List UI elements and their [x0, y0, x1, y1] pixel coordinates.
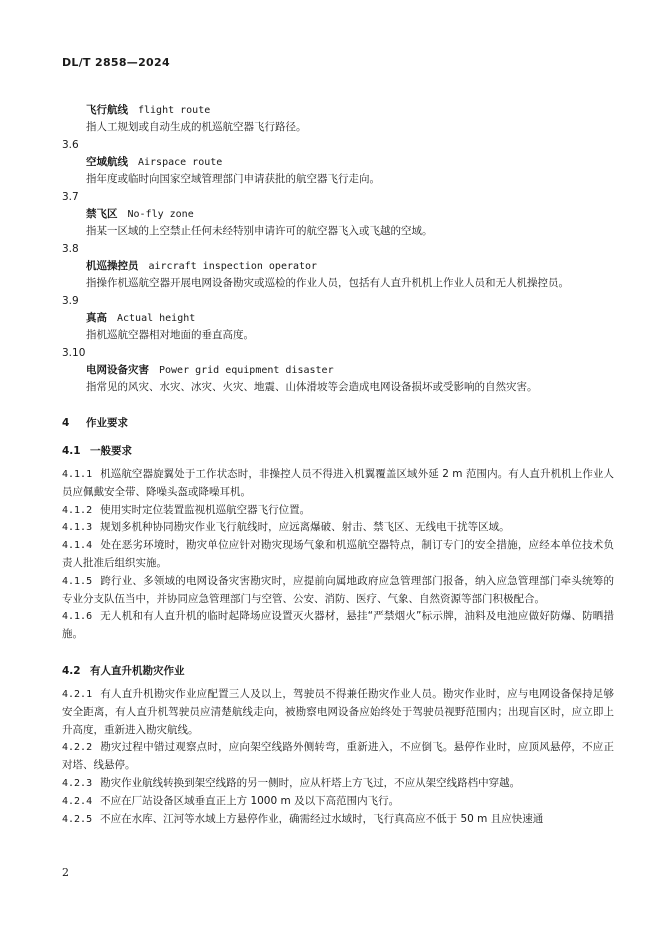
term-title-en: aircraft inspection operator — [148, 261, 318, 272]
clause — [62, 686, 614, 739]
section-title: 作业要求 — [86, 417, 128, 429]
term-title-en: flight route — [138, 105, 211, 116]
clause-number: 4.1.2 — [62, 504, 93, 516]
clause — [62, 739, 614, 775]
term-number: 3.9 — [62, 295, 79, 307]
clause — [62, 537, 614, 573]
term-entry — [62, 137, 614, 188]
term-title-zh: 飞行航线 — [86, 104, 128, 116]
term-definition: 指常见的风灾、水灾、冰灾、火灾、地震、山体滑坡等会造成电网设备损坏或受影响的自然灾害。 — [86, 381, 538, 393]
subsection-number: 4.1 — [62, 445, 81, 457]
term-title — [62, 310, 614, 327]
clause-number: 4.1.5 — [62, 575, 93, 587]
clause-number: 4.2.2 — [62, 742, 93, 754]
clause-number: 4.2.3 — [62, 777, 93, 789]
term-entry — [62, 189, 614, 240]
term-entry — [62, 241, 614, 292]
clause — [62, 573, 614, 609]
clause — [62, 519, 614, 537]
term-definition: 指人工规划或自动生成的机巡航空器飞行路径。 — [86, 121, 307, 133]
clause-text: 不应在厂站设备区域垂直正上方 1000 m 及以下高范围内飞行。 — [100, 794, 400, 807]
term-entry — [62, 102, 614, 136]
term-definition: 指操作机巡航空器开展电网设备勘灾或巡检的作业人员，包括有人直升机机上作业人员和无人机操控员。 — [86, 277, 569, 289]
clause — [62, 793, 614, 811]
term-title — [62, 258, 614, 275]
term-title — [62, 362, 614, 379]
term-definition: 指年度或临时向国家空域管理部门申请获批的航空器飞行走向。 — [86, 173, 380, 185]
term-entry — [62, 293, 614, 344]
term-definition: 指机巡航空器相对地面的垂直高度。 — [86, 329, 254, 341]
clause-number: 4.1.3 — [62, 522, 93, 534]
term-title — [62, 102, 614, 119]
clause-text: 无人机和有人直升机的临时起降场应设置灭火器材，悬挂“严禁烟火”标示牌，油料及电池应做好防爆、防晒措施。 — [62, 610, 614, 641]
term-entry — [62, 345, 614, 396]
term-title-zh: 电网设备灾害 — [86, 364, 149, 376]
clause-number: 4.2.4 — [62, 795, 93, 807]
clause-text: 不应在水库、江河等水域上方悬停作业，确需经过水域时，飞行真高应不低于 50 m 且应快速通 — [100, 812, 544, 825]
term-title-zh: 空域航线 — [86, 156, 128, 168]
subsection-number: 4.2 — [62, 664, 81, 677]
term-title — [62, 206, 614, 223]
term-title-zh: 真高 — [86, 312, 107, 324]
subsection-heading — [62, 442, 614, 460]
clause — [62, 608, 614, 644]
subsection-heading — [62, 662, 614, 680]
clause-text: 处在恶劣环境时，勘灾单位应针对勘灾现场气象和机巡航空器特点，制订专门的安全措施，应经本单位技术负责人批准后组织实施。 — [62, 539, 614, 569]
term-number: 3.10 — [62, 347, 86, 359]
clause — [62, 502, 614, 520]
clause — [62, 775, 614, 793]
subsection-title: 有人直升机勘灾作业 — [90, 664, 185, 677]
clause-text: 使用实时定位装置监视机巡航空器飞行位置。 — [100, 503, 311, 516]
standard-code: DL/T 2858—2024 — [62, 56, 170, 69]
term-title-zh: 机巡操控员 — [86, 260, 139, 272]
clause-number: 4.1.4 — [62, 540, 93, 552]
section-number: 4 — [62, 417, 70, 429]
subsection-title: 一般要求 — [90, 445, 132, 457]
clause — [62, 811, 614, 829]
clause-text: 勘灾作业航线转换到架空线路的另一侧时，应从杆塔上方飞过，不应从架空线路档中穿越。 — [100, 776, 521, 789]
clause-number: 4.1.1 — [62, 469, 93, 480]
term-title-en: No-fly zone — [127, 209, 194, 220]
term-number: 3.8 — [62, 243, 79, 255]
clause-number: 4.2.5 — [62, 813, 93, 825]
term-number: 3.7 — [62, 191, 79, 203]
clause-number: 4.1.6 — [62, 611, 93, 623]
clause-text: 机巡航空器旋翼处于工作状态时，非操控人员不得进入机翼覆盖区域外延 2 m 范围内。有人直升机机上作业人员应佩戴安全带、降噪头盔或降噪耳机。 — [62, 468, 614, 498]
term-number: 3.6 — [62, 139, 79, 151]
term-title-en: Airspace route — [138, 157, 223, 168]
clause-text: 跨行业、多领域的电网设备灾害勘灾时，应提前向属地政府应急管理部门报备，纳入应急管理部门牵头统筹的专业分支队伍当中，并协同应急管理部门与空管、公安、消防、医疗、气象、自然资源等部门积极配合。 — [62, 574, 614, 605]
term-title — [62, 154, 614, 171]
term-title-en: Actual height — [117, 313, 196, 324]
term-title-zh: 禁飞区 — [86, 208, 118, 220]
section-heading — [62, 414, 614, 432]
clause-number: 4.2.1 — [62, 688, 93, 700]
clause-text: 勘灾过程中错过观察点时，应向架空线路外侧转弯，重新进入，不应倒飞。悬停作业时，应顶风悬停，不应正对塔、线悬停。 — [62, 741, 614, 772]
page-number: 2 — [62, 866, 69, 879]
term-definition: 指某一区域的上空禁止任何未经特别申请许可的航空器飞入或飞越的空域。 — [86, 225, 433, 237]
clause-text: 有人直升机勘灾作业应配置三人及以上，驾驶员不得兼任勘灾作业人员。勘灾作业时，应与电网设备保持足够安全距离，有人直升机驾驶员应清楚航线走向，被勘察电网设备应始终处于驾驶员视野范围内；出现盲区时，应立即上升高度，重新进入勘灾航线。 — [62, 687, 614, 736]
clause-text: 规划多机种协同勘灾作业飞行航线时，应远离爆破、射击、禁飞区、无线电干扰等区域。 — [100, 521, 510, 534]
page-body — [62, 102, 614, 828]
clause — [62, 466, 614, 502]
term-title-en: Power grid equipment disaster — [159, 365, 334, 376]
